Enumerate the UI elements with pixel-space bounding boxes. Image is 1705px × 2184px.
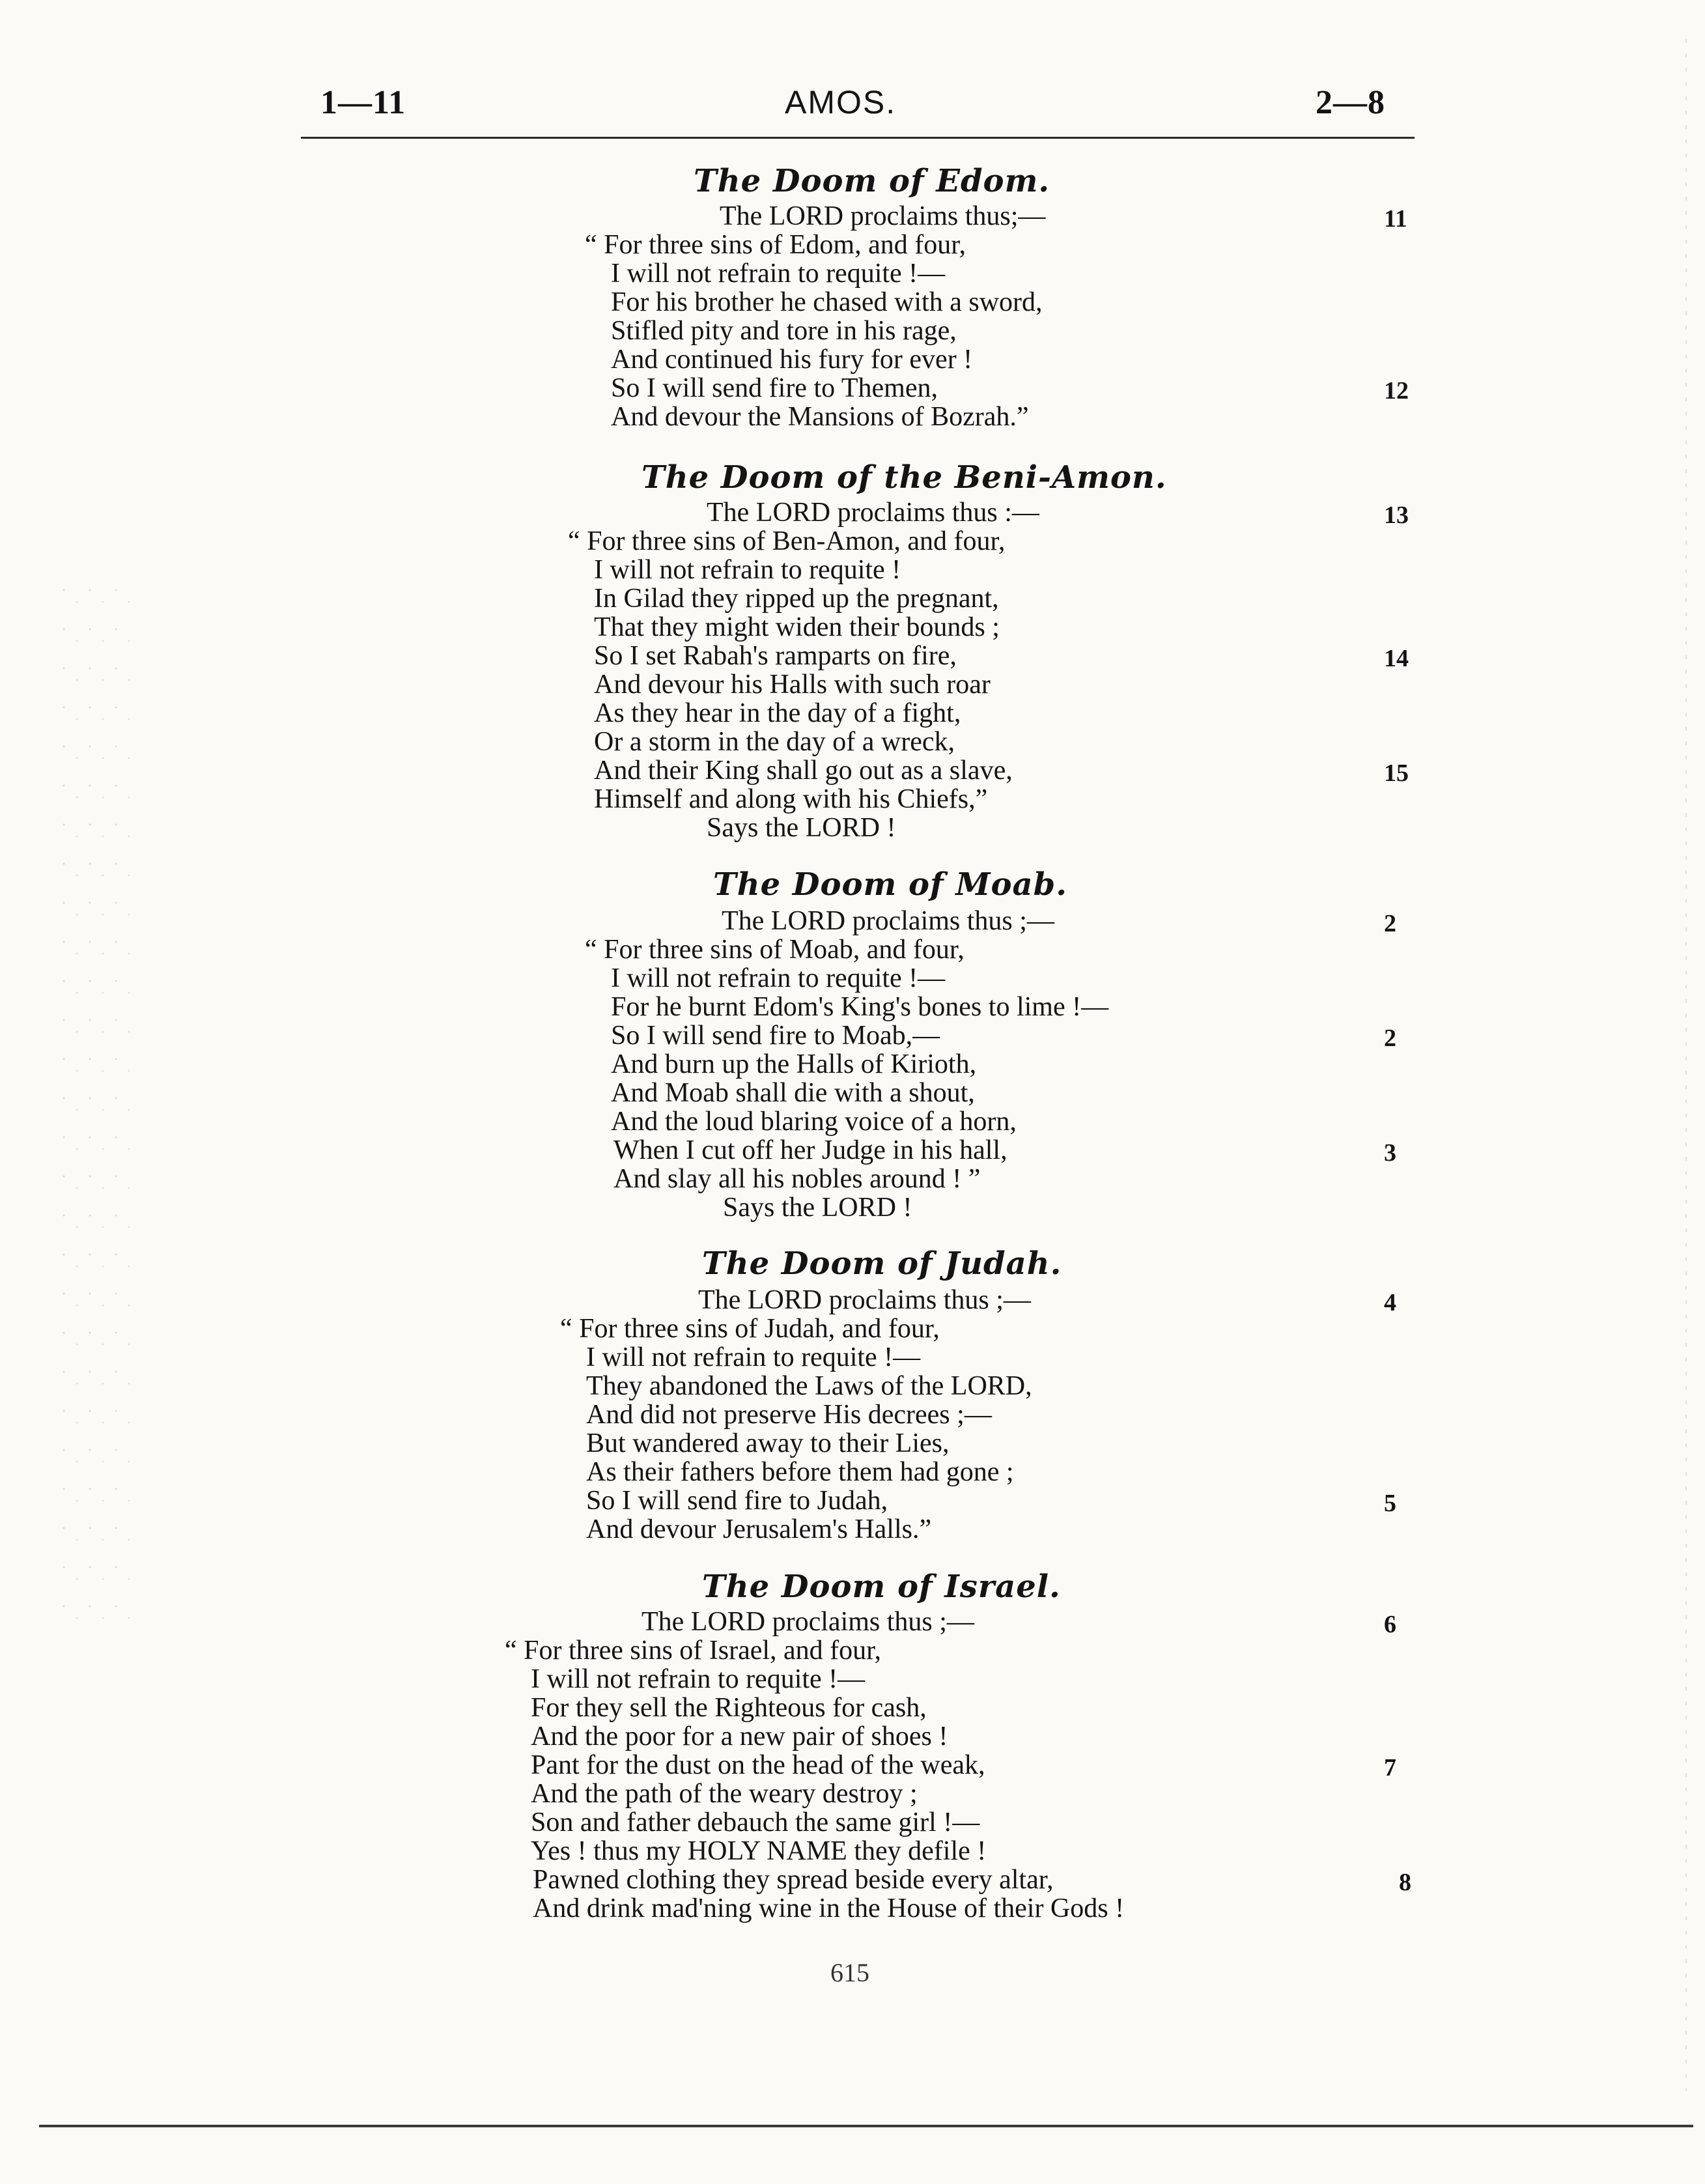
section-title: The Doom of Judah.: [702, 1245, 1062, 1282]
scan-noise: [59, 586, 137, 1628]
poem-line: And continued his fury for ever !: [611, 345, 973, 375]
verse-number: 8: [1399, 1869, 1411, 1896]
section-title: The Doom of the Beni-Amon.: [641, 459, 1167, 496]
verse-number: 12: [1384, 377, 1409, 404]
poem-line: So I will send fire to Judah,: [586, 1486, 888, 1516]
poem-line: The LORD proclaims thus;—: [720, 201, 1046, 231]
poem-line: So I will send fire to Moab,—: [611, 1021, 940, 1051]
verse-number: 5: [1384, 1490, 1396, 1517]
poem-line: For he burnt Edom's King's bones to lime !—: [611, 992, 1109, 1022]
poem-line: Or a storm in the day of a wreck,: [594, 727, 955, 757]
poem-line: I will not refrain to requite !—: [586, 1342, 921, 1372]
poem-line: And burn up the Halls of Kirioth,: [611, 1049, 977, 1079]
poem-line: So I set Rabah's ramparts on fire,: [594, 641, 957, 671]
verse-number: 2: [1384, 910, 1396, 937]
scan-edge-speckle: [1685, 39, 1687, 2091]
poem-line: For his brother he chased with a sword,: [611, 287, 1043, 317]
poem-line: That they might widen their bounds ;: [594, 612, 1000, 642]
poem-line: Yes ! thus my HOLY NAME they defile !: [531, 1836, 987, 1866]
verse-number: 7: [1384, 1754, 1396, 1781]
poem-line: I will not refrain to requite !—: [611, 963, 946, 993]
poem-line: So I will send fire to Themen,: [611, 373, 938, 403]
poem-line: As they hear in the day of a fight,: [594, 698, 961, 728]
poem-line: “ For three sins of Judah, and four,: [560, 1314, 940, 1344]
poem-line: And did not preserve His decrees ;—: [586, 1400, 992, 1430]
poem-line: And Moab shall die with a shout,: [611, 1078, 975, 1108]
poem-line: And devour Jerusalem's Halls.”: [586, 1514, 932, 1544]
verse-number: 13: [1384, 502, 1409, 529]
poem-line: And the path of the weary destroy ;: [531, 1779, 918, 1809]
page-number: 615: [830, 1958, 869, 1987]
poem-line: I will not refrain to requite !—: [531, 1664, 866, 1694]
poem-line: And the loud blaring voice of a horn,: [611, 1107, 1017, 1137]
poem-line: The LORD proclaims thus :—: [707, 498, 1039, 528]
verse-number: 3: [1384, 1139, 1396, 1167]
poem-line: Son and father debauch the same girl !—: [531, 1808, 980, 1837]
poem-line: When I cut off her Judge in his hall,: [613, 1135, 1008, 1165]
poem-line: “ For three sins of Edom, and four,: [585, 230, 966, 260]
poem-line: Stifled pity and tore in his rage,: [611, 316, 957, 346]
poem-line: The LORD proclaims thus ;—: [722, 906, 1054, 936]
header-rule: [301, 137, 1415, 139]
header-book-title: AMOS.: [785, 84, 897, 121]
poem-line: In Gilad they ripped up the pregnant,: [594, 584, 999, 614]
poem-line: As their fathers before them had gone ;: [586, 1457, 1014, 1487]
poem-line: The LORD proclaims thus ;—: [698, 1285, 1031, 1315]
poem-line: Himself and along with his Chiefs,”: [594, 784, 988, 814]
poem-line: “ For three sins of Moab, and four,: [585, 935, 965, 965]
verse-number: 15: [1384, 759, 1409, 787]
poem-line: I will not refrain to requite !—: [611, 259, 946, 289]
verse-number: 14: [1384, 645, 1409, 672]
poem-line: And their King shall go out as a slave,: [594, 756, 1013, 786]
verse-number: 2: [1384, 1025, 1396, 1052]
poem-line: Says the LORD !: [707, 813, 896, 843]
verse-number: 6: [1384, 1611, 1396, 1638]
poem-line: “ For three sins of Ben-Amon, and four,: [568, 526, 1006, 556]
poem-line: Pawned clothing they spread beside every altar,: [533, 1865, 1054, 1895]
section-title: The Doom of Moab.: [713, 866, 1067, 903]
poem-line: They abandoned the Laws of the LORD,: [586, 1371, 1032, 1401]
poem-line: And the poor for a new pair of shoes !: [531, 1722, 948, 1751]
poem-line: “ For three sins of Israel, and four,: [505, 1636, 881, 1666]
poem-line: Pant for the dust on the head of the weak,: [531, 1750, 985, 1780]
poem-line: I will not refrain to requite !: [594, 555, 901, 585]
section-title: The Doom of Edom.: [694, 163, 1050, 199]
page-bottom-edge: [39, 2125, 1693, 2127]
verse-number: 4: [1384, 1289, 1396, 1316]
poem-line: The LORD proclaims thus ;—: [641, 1607, 974, 1637]
header-chapter-range-right: 2—8: [1316, 84, 1385, 121]
section-title: The Doom of Israel.: [702, 1568, 1061, 1605]
verse-number: 11: [1384, 205, 1407, 233]
poem-line: And slay all his nobles around ! ”: [613, 1164, 981, 1194]
poem-line: For they sell the Righteous for cash,: [531, 1693, 927, 1723]
poem-line: But wandered away to their Lies,: [586, 1428, 950, 1458]
poem-line: Says the LORD !: [723, 1193, 912, 1223]
header-chapter-range-left: 1—11: [320, 84, 406, 121]
poem-line: And devour the Mansions of Bozrah.”: [611, 402, 1029, 432]
poem-line: And devour his Halls with such roar: [594, 670, 991, 700]
poem-line: And drink mad'ning wine in the House of their Gods !: [533, 1893, 1125, 1923]
